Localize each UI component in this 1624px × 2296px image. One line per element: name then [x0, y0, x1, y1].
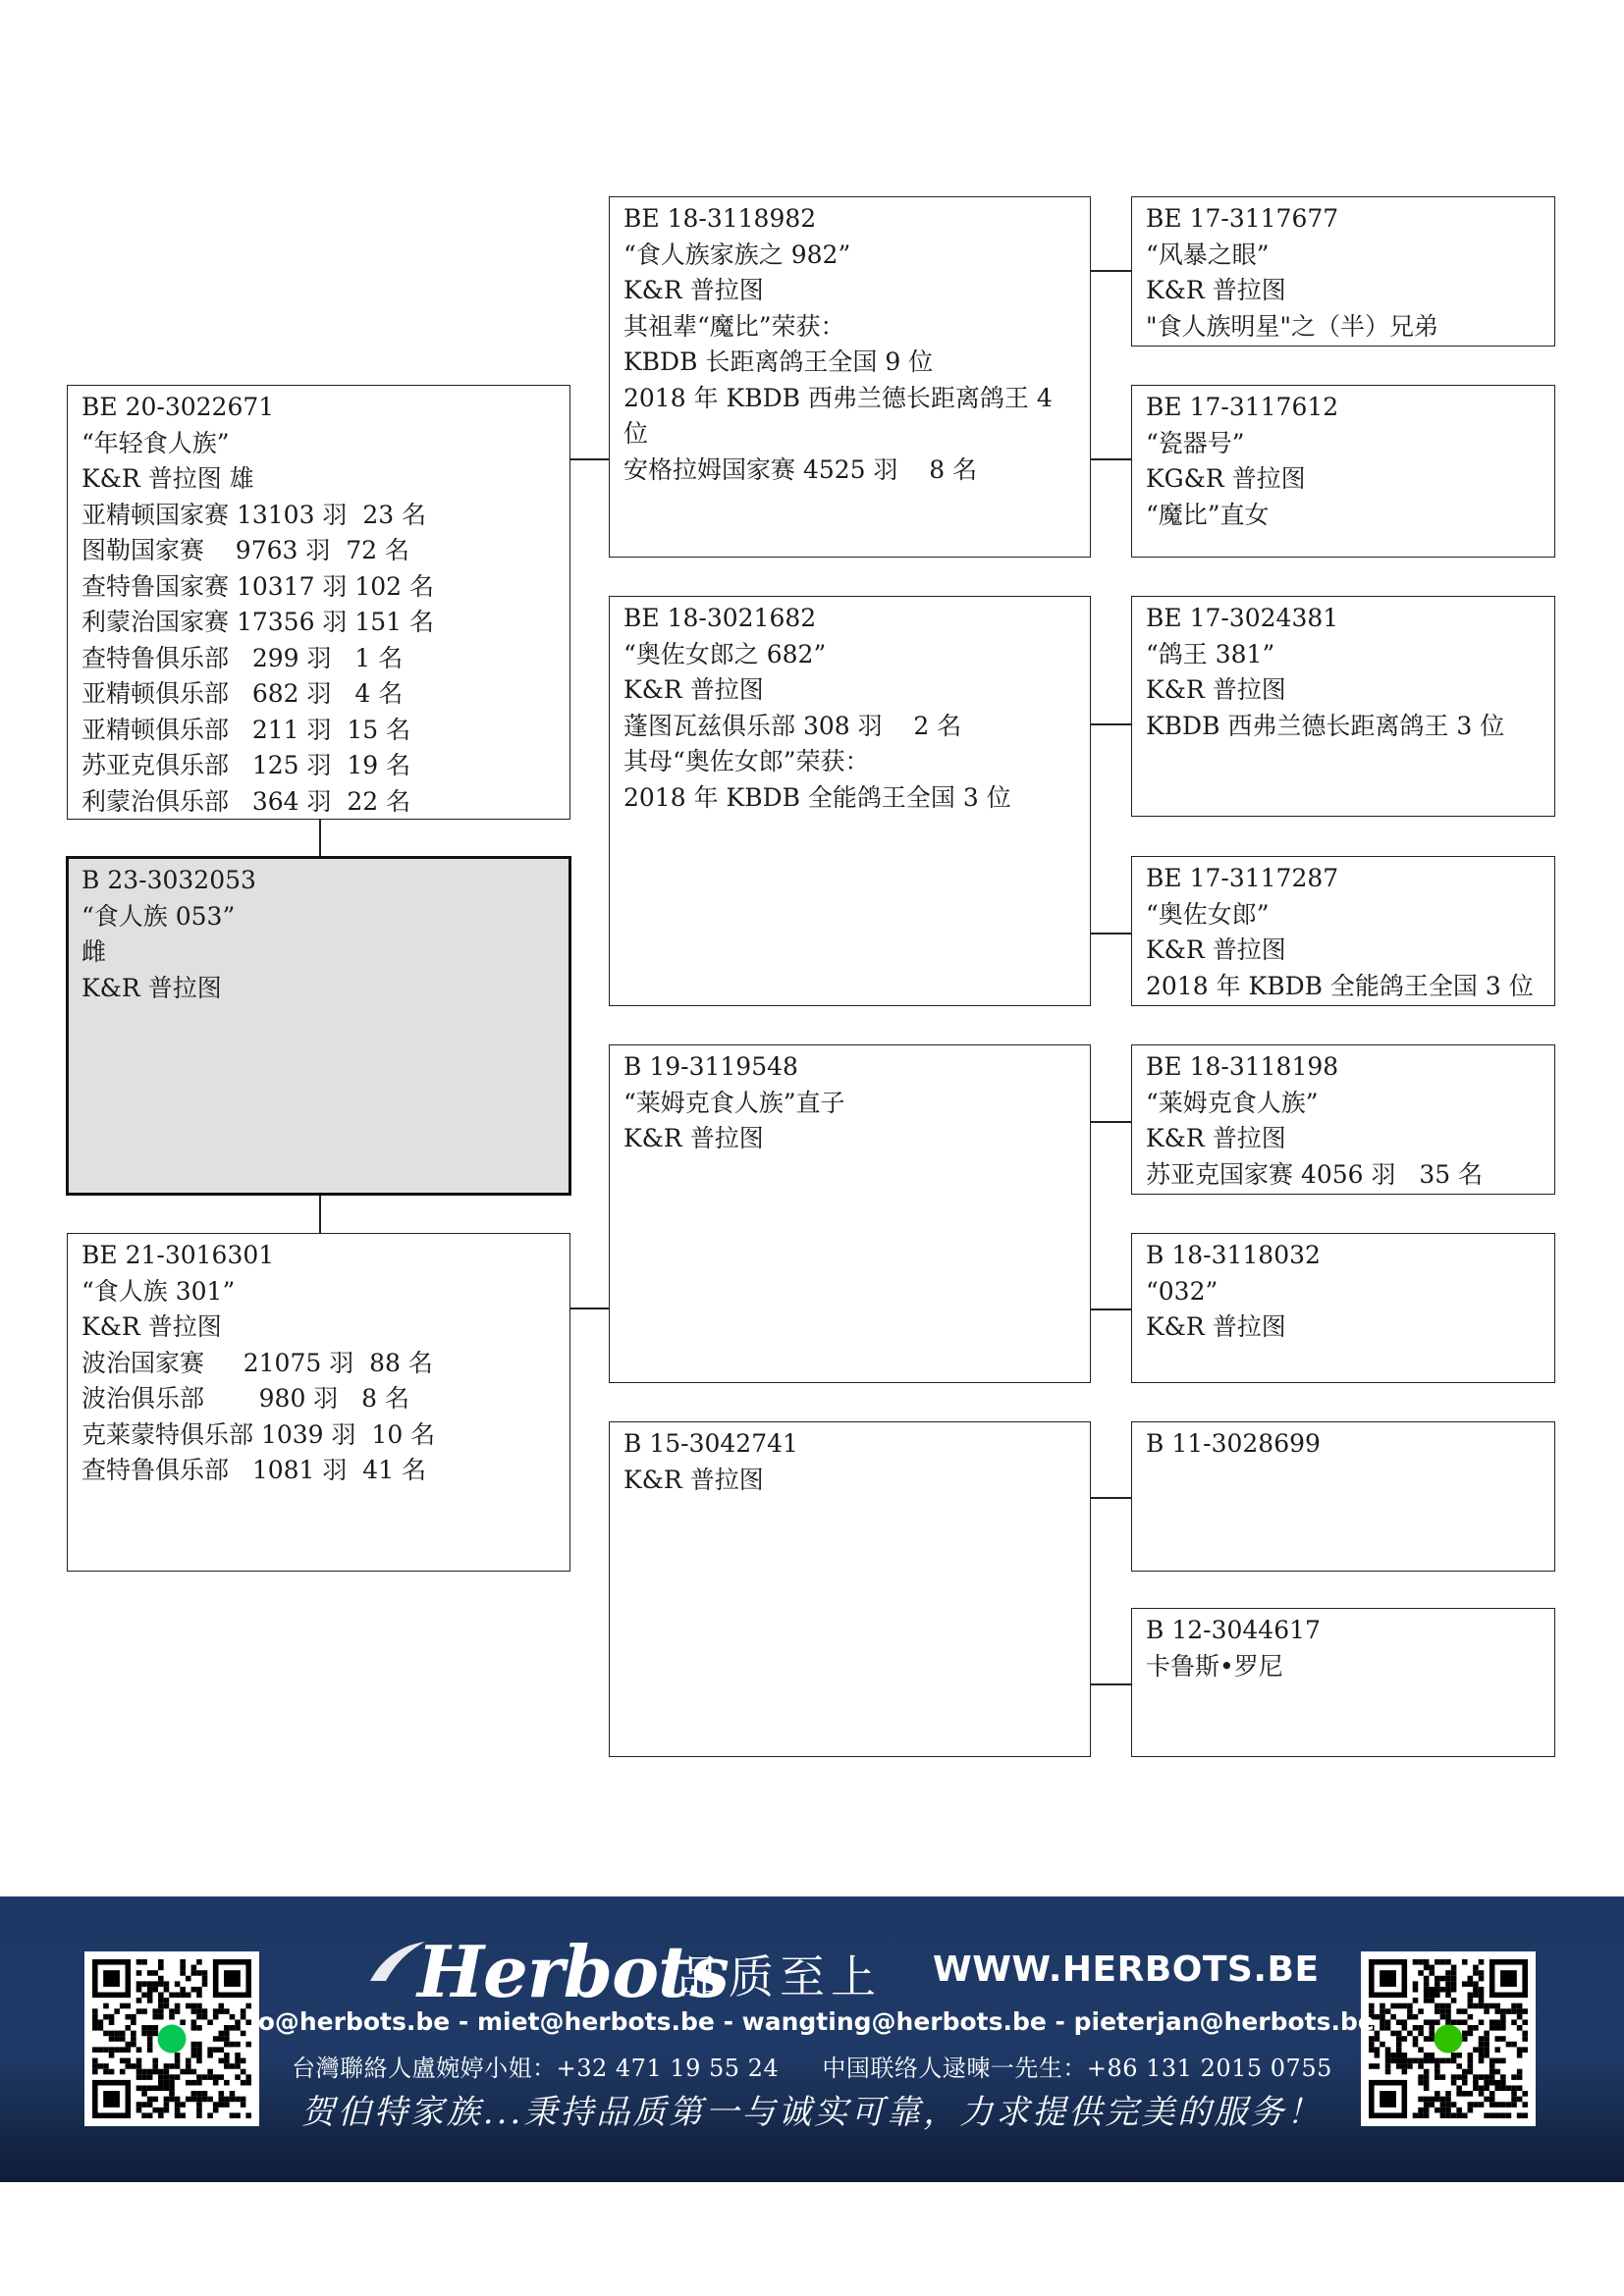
connector — [319, 820, 321, 856]
connector — [570, 1308, 609, 1309]
card-line: “莱姆克食人族” — [1146, 1088, 1319, 1117]
card-line: K&R 普拉图 — [1146, 935, 1286, 964]
card-line: “奥佐女郎” — [1146, 899, 1270, 929]
ring-number: B 12-3044617 — [1146, 1616, 1321, 1644]
card-line: “年轻食人族” — [81, 428, 230, 457]
sd-sire-card — [1131, 596, 1555, 817]
card-line: “食人族家族之 982” — [623, 240, 851, 269]
ring-number: B 18-3118032 — [1146, 1241, 1321, 1269]
card-line: 利蒙治国家赛 17356 羽 151 名 — [81, 608, 435, 636]
sire-card — [67, 385, 570, 820]
ds-sire-card — [1131, 1044, 1555, 1195]
sd-dam-card — [1131, 856, 1555, 1006]
card-line: “魔比”直女 — [1146, 500, 1270, 529]
card-line: 亚精顿俱乐部 211 羽 15 名 — [81, 715, 411, 744]
email-list[interactable]: jo@herbots.be - miet@herbots.be - wangting@herbots.be - pieterjan@herbots.be — [249, 2007, 1375, 2036]
connector — [1091, 458, 1131, 460]
subject-card — [66, 856, 571, 1196]
card-line: “风暴之眼” — [1146, 240, 1270, 269]
footer-band — [0, 1896, 1624, 2182]
contact-china: 中国联络人逯暕一先生：+86 131 2015 0755 — [822, 2055, 1332, 2082]
card-line: “莱姆克食人族”直子 — [623, 1088, 845, 1117]
card-line: 2018 年 KBDB 西弗兰德长距离鸽王 4 位 — [623, 383, 1060, 448]
card-line: 蓬图瓦兹俱乐部 308 羽 2 名 — [623, 711, 962, 740]
card-line: 雌 — [81, 937, 107, 966]
motto: 贺伯特家族...秉持品质第一与诚实可靠，力求提供完美的服务！ — [300, 2093, 1324, 2132]
card-line: “食人族 301” — [81, 1276, 236, 1306]
herbots-logo: Herbots — [417, 1930, 729, 2013]
ring-number: B 19-3119548 — [623, 1052, 798, 1081]
card-line: 图勒国家赛 9763 羽 72 名 — [81, 536, 410, 564]
ss-dam-card — [1131, 385, 1555, 558]
card-line: “鸽王 381” — [1146, 639, 1275, 668]
card-line: K&R 普拉图 — [1146, 675, 1286, 704]
card-line: 2018 年 KBDB 全能鸽王全国 3 位 — [623, 782, 1011, 812]
website-link[interactable]: WWW.HERBOTS.BE — [933, 1949, 1320, 1990]
connector — [1091, 723, 1131, 725]
card-line: K&R 普拉图 — [1146, 1124, 1286, 1152]
connector — [1091, 1308, 1131, 1310]
card-line: KBDB 长距离鸽王全国 9 位 — [623, 347, 934, 376]
ring-number: B 15-3042741 — [623, 1429, 798, 1458]
dam-sire-card — [609, 1044, 1091, 1383]
card-line: K&R 普拉图 — [81, 1312, 222, 1341]
ring-number: BE 18-3118982 — [623, 204, 817, 233]
contact-taiwan: 台灣聯絡人盧婉婷小姐：+32 471 19 55 24 — [292, 2055, 780, 2082]
ring-number: BE 17-3117287 — [1146, 864, 1339, 892]
card-line: 其母“奥佐女郎”荣获： — [623, 747, 870, 775]
sire-dam-card — [609, 596, 1091, 1006]
card-line: 利蒙治俱乐部 364 羽 22 名 — [81, 786, 411, 816]
ring-number: B 11-3028699 — [1146, 1429, 1321, 1458]
card-line: “食人族 053” — [81, 901, 236, 931]
card-line: 安格拉姆国家赛 4525 羽 8 名 — [623, 454, 978, 484]
card-line: 查特鲁国家赛 10317 羽 102 名 — [81, 571, 435, 601]
dam-dam-card — [609, 1421, 1091, 1757]
card-line: 波治俱乐部 980 羽 8 名 — [81, 1384, 409, 1413]
card-line: K&R 普拉图 — [1146, 1312, 1286, 1341]
card-line: 苏亚克俱乐部 125 羽 19 名 — [81, 751, 411, 779]
card-line: 查特鲁俱乐部 1081 羽 41 名 — [81, 1456, 427, 1484]
connector — [1091, 1497, 1131, 1499]
card-line: 其祖辈“魔比”荣获： — [623, 311, 845, 341]
card-line: K&R 普拉图 — [1146, 276, 1286, 304]
dam-card — [67, 1233, 570, 1572]
ss-sire-card — [1131, 196, 1555, 347]
ring-number: BE 18-3021682 — [623, 604, 817, 632]
card-line: “032” — [1146, 1276, 1218, 1306]
card-line: K&R 普拉图 — [623, 1465, 764, 1494]
connector — [570, 458, 609, 460]
card-line: 克莱蒙特俱乐部 1039 羽 10 名 — [81, 1419, 436, 1449]
card-line: 亚精顿国家赛 13103 羽 23 名 — [81, 500, 427, 529]
card-line: 查特鲁俱乐部 299 羽 1 名 — [81, 643, 404, 672]
sire-sire-card — [609, 196, 1091, 558]
card-line: “奥佐女郎之 682” — [623, 639, 827, 668]
card-line: K&R 普拉图 — [81, 973, 222, 1002]
ring-number: BE 21-3016301 — [81, 1241, 275, 1269]
card-line: K&R 普拉图 — [623, 1124, 764, 1152]
ring-number: BE 17-3024381 — [1146, 604, 1339, 632]
connector — [1091, 270, 1131, 272]
connector — [1091, 933, 1131, 934]
connector — [319, 1196, 321, 1233]
card-line: 苏亚克国家赛 4056 羽 35 名 — [1146, 1159, 1484, 1189]
contact-numbers — [0, 2049, 1624, 2083]
card-line: K&R 普拉图 — [623, 675, 764, 704]
card-line: 2018 年 KBDB 全能鸽王全国 3 位 — [1146, 971, 1534, 1000]
card-line: KG&R 普拉图 — [1146, 464, 1306, 493]
ring-number: BE 20-3022671 — [81, 393, 275, 421]
card-line: KBDB 西弗兰德长距离鸽王 3 位 — [1146, 711, 1505, 740]
card-line: “瓷器号” — [1146, 428, 1245, 457]
card-line: 亚精顿俱乐部 682 羽 4 名 — [81, 679, 404, 708]
connector — [1091, 1121, 1131, 1123]
ds-dam-card — [1131, 1233, 1555, 1383]
dd-sire-card — [1131, 1421, 1555, 1572]
brand-row — [378, 1930, 1320, 2013]
ring-number: BE 18-3118198 — [1146, 1052, 1339, 1081]
card-line: 卡鲁斯•罗尼 — [1146, 1651, 1283, 1681]
ring-number: BE 17-3117612 — [1146, 393, 1339, 421]
card-line: K&R 普拉图 — [623, 276, 764, 304]
slogan: 品质至上 — [677, 1950, 882, 2003]
card-line: 波治国家赛 21075 羽 88 名 — [81, 1348, 433, 1377]
connector — [1091, 1683, 1131, 1685]
ring-number: BE 17-3117677 — [1146, 204, 1339, 233]
dd-dam-card — [1131, 1608, 1555, 1757]
card-line: "食人族明星"之（半）兄弟 — [1146, 311, 1438, 341]
ring-number: B 23-3032053 — [81, 866, 256, 894]
card-line: K&R 普拉图 雄 — [81, 464, 254, 493]
